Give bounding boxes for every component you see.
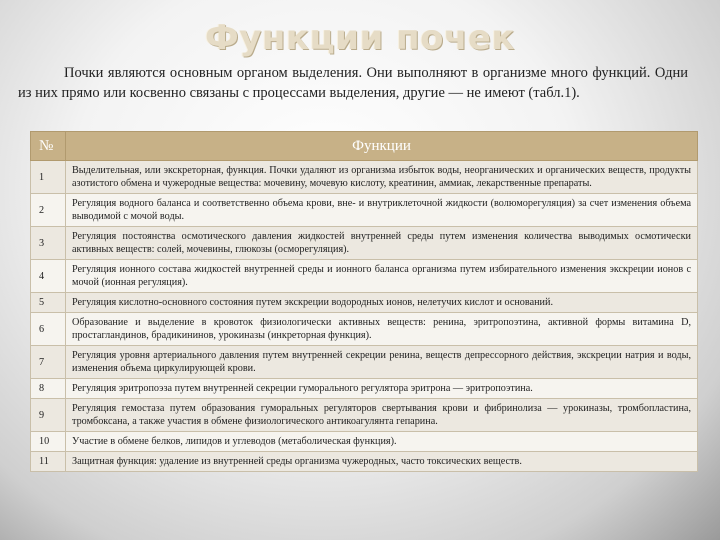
table-row (31, 227, 698, 260)
table-row (31, 260, 698, 293)
table-row (31, 194, 698, 227)
row-function-text: Регуляция кислотно-основного состояния путем экскреции водородных ионов, нелетучих кислот и оснований. (66, 293, 698, 313)
row-number: 1 (31, 161, 66, 194)
table-row (31, 452, 698, 472)
row-function-text: Регуляция постоянства осмотического давления жидкостей внутренней среды путем изменения количества выводимых осмотически активных веществ: солей, мочевины, глюкозы (осморегуляция). (66, 227, 698, 260)
row-number: 6 (31, 313, 66, 346)
row-number: 3 (31, 227, 66, 260)
row-function-text: Образование и выделение в кровоток физиологически активных веществ: ренина, эритропоэтина, активной формы витамина D, простагландинов, брадикининов, урокиназы (инкреторная функция). (66, 313, 698, 346)
table-row (31, 313, 698, 346)
row-function-text: Регуляция ионного состава жидкостей внутренней среды и ионного баланса организма путем избирательного изменения экскреции ионов с мочой (ионная регуляция). (66, 260, 698, 293)
row-number: 8 (31, 379, 66, 399)
row-function-text: Регуляция водного баланса и соответственно объема крови, вне- и внутриклеточной жидкости (волюморегуляция) за счет изменения объема выводимой с мочой воды. (66, 194, 698, 227)
row-number: 5 (31, 293, 66, 313)
table-row (31, 379, 698, 399)
row-function-text: Регуляция эритропоэза путем внутренней секреции гуморального регулятора эритрона — эритропоэтина. (66, 379, 698, 399)
table-row (31, 399, 698, 432)
table-row (31, 432, 698, 452)
table-row (31, 346, 698, 379)
header-number: № (31, 132, 66, 161)
row-function-text: Участие в обмене белков, липидов и углеводов (метаболическая функция). (66, 432, 698, 452)
slide-title: Функции почек (205, 18, 515, 58)
row-number: 7 (31, 346, 66, 379)
row-function-text: Регуляция гемостаза путем образования гуморальных регуляторов свертывания крови и фибринолиза — урокиназы, тромбопластина, тромбоксана, а также участия в обмене физиологического антикоагулянта гепарина. (66, 399, 698, 432)
table-header-row (31, 132, 698, 161)
intro-paragraph: Почки являются основным органом выделения. Они выполняют в организме много функций. Одни из них прямо или косвенно связаны с процессами выделения, другие — не имеют (табл.1). (18, 65, 688, 101)
row-number: 9 (31, 399, 66, 432)
row-function-text: Защитная функция: удаление из внутренней среды организма чужеродных, часто токсических веществ. (66, 452, 698, 472)
row-number: 2 (31, 194, 66, 227)
table-row (31, 293, 698, 313)
row-number: 11 (31, 452, 66, 472)
table-row (31, 161, 698, 194)
row-number: 10 (31, 432, 66, 452)
header-functions: Функции (66, 132, 698, 161)
row-number: 4 (31, 260, 66, 293)
functions-table (30, 131, 698, 472)
row-function-text: Выделительная, или экскреторная, функция. Почки удаляют из организма избыток воды, неорганических и органических веществ, продукты азотистого обмена и чужеродные вещества: мочевину, мочевую кислоту, креатинин, аммиак, лекарственные препараты. (66, 161, 698, 194)
row-function-text: Регуляция уровня артериального давления путем внутренней секреции ренина, веществ депрессорного действия, экскреции натрия и воды, изменения объема циркулирующей крови. (66, 346, 698, 379)
